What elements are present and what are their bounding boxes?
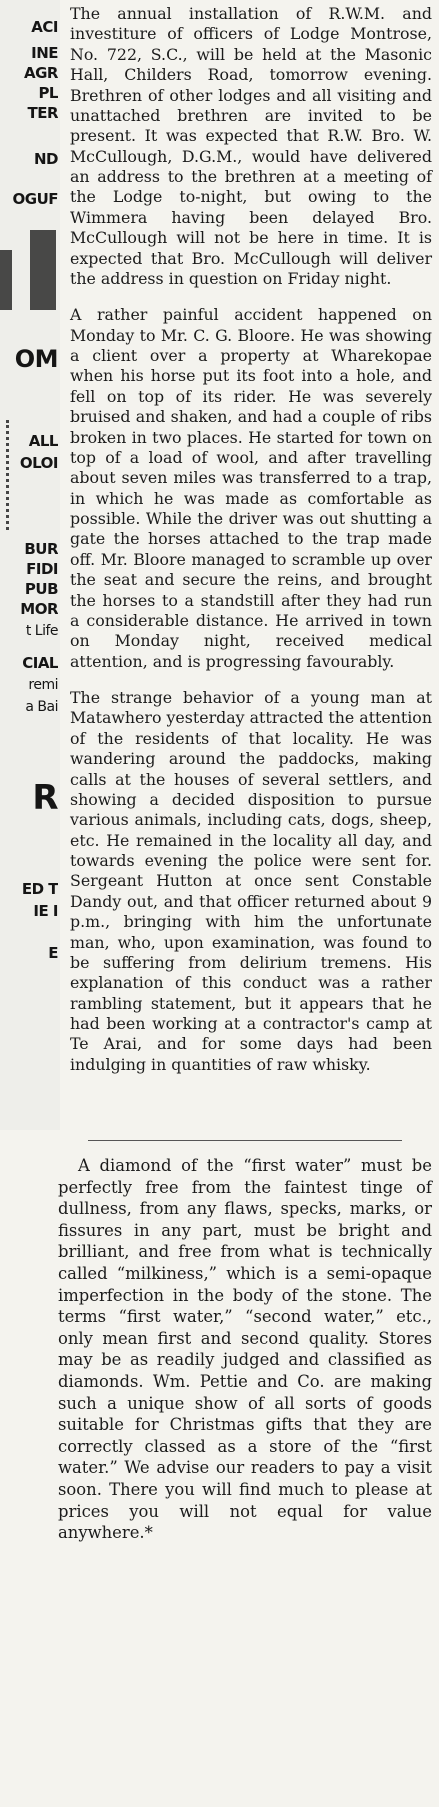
column-fragment: E <box>48 944 58 962</box>
column-fragment: a Bai <box>25 699 58 715</box>
article-column <box>70 4 432 1091</box>
column-fragment: ACI <box>31 18 58 36</box>
column-divider <box>88 1140 402 1141</box>
column-fragment: PUB <box>24 580 58 598</box>
dotted-border <box>6 420 12 530</box>
article-column-lower <box>58 1134 432 1560</box>
column-fragment: OM <box>14 346 58 372</box>
column-fragment: AGR <box>24 64 58 82</box>
column-fragment: ED T <box>21 880 58 898</box>
column-fragment: t Life <box>25 623 58 639</box>
column-fragment: ND <box>33 150 58 168</box>
column-fragment: FIDI <box>26 560 58 578</box>
column-fragment: ALL <box>28 432 58 450</box>
column-fragment: PL <box>38 84 58 102</box>
torn-black-mark <box>30 230 56 310</box>
column-fragment: CIAL <box>22 654 58 672</box>
column-fragment: remi <box>28 677 58 693</box>
column-fragment: INE <box>31 44 58 62</box>
column-fragment: OGUF <box>12 190 58 208</box>
torn-black-mark <box>0 250 12 310</box>
article-first-water-diamond: A diamond of the “first water” must be perfectly free from the faintest tinge of dullness, from any flaws, specks, marks, or fissures in any part, must be bright and brilliant, and free from what is technically called “milkiness,” which is a semi-opaque imperfection in the body of the stone. The terms “first water,” “second water,” etc., only mean first and second quality. Stores may be as readily judged and classified as diamonds. Wm. Pettie and Co. are making such a unique show of all sorts of goods suitable for Christmas gifts that they are correctly classed as a store of the “first water.” We advise our readers to pay a visit soon. There you will find much to please at prices you will not equal for value anywhere.* <box>58 1156 432 1543</box>
torn-adjacent-column <box>0 0 60 1130</box>
column-fragment: R <box>32 780 58 816</box>
column-fragment: TER <box>27 104 58 122</box>
column-fragment: IE I <box>33 902 58 920</box>
column-fragment: MOR <box>20 600 58 618</box>
column-fragment: OLOI <box>19 454 58 472</box>
article-bloore-accident: A rather painful accident happened on Monday to Mr. C. G. Bloore. He was showing a client over a property at Wharekopae when his horse put its foot into a hole, and fell on top of its rider. He was severely bruised and shaken, and had a couple of ribs broken in two places. He started for town on top of a load of wool, and after travelling about seven miles was transferred to a trap, in which he was made as comfortable as possible. While the driver was out shutting a gate the horses attached to the trap made off. Mr. Bloore managed to scramble up over the seat and secure the reins, and brought the horses to a standstill after they had run a considerable distance. He arrived in town on Monday night, received medical attention, and is progressing favourably. <box>70 305 432 671</box>
article-matawhero-man: The strange behavior of a young man at Matawhero yesterday attracted the attention of the residents of that locality. He was wandering around the paddocks, making calls at the houses of several settlers, and showing a decided disposition to pursue various animals, including cats, dogs, sheep, etc. He remained in the locality all day, and towards evening the police were sent for. Sergeant Hutton at once sent Constable Dandy out, and that officer returned about 9 p.m., bringing with him the unfortunate man, who, upon examination, was found to be suffering from delirium tremens. His explanation of this conduct was a rather rambling statement, but it appears that he had been working at a contractor's camp at Te Arai, and for some days had been indulging in quantities of raw whisky. <box>70 688 432 1074</box>
article-lodge-installation: The annual installation of R.W.M. and investiture of officers of Lodge Montrose, No. 722, S.C., will be held at the Masonic Hall, Childers Road, tomorrow evening. Brethren of other lodges and all visiting and unattached brethren are invited to be present. It was expected that R.W. Bro. W. McCullough, D.G.M., would have delivered an address to the brethren at a meeting of the Lodge to-night, but owing to the Wimmera having been delayed Bro. McCullough will not be here in time. It is expected that Bro. McCullough will deliver the address in question on Friday night. <box>70 4 432 288</box>
column-fragment: BUR <box>24 540 58 558</box>
